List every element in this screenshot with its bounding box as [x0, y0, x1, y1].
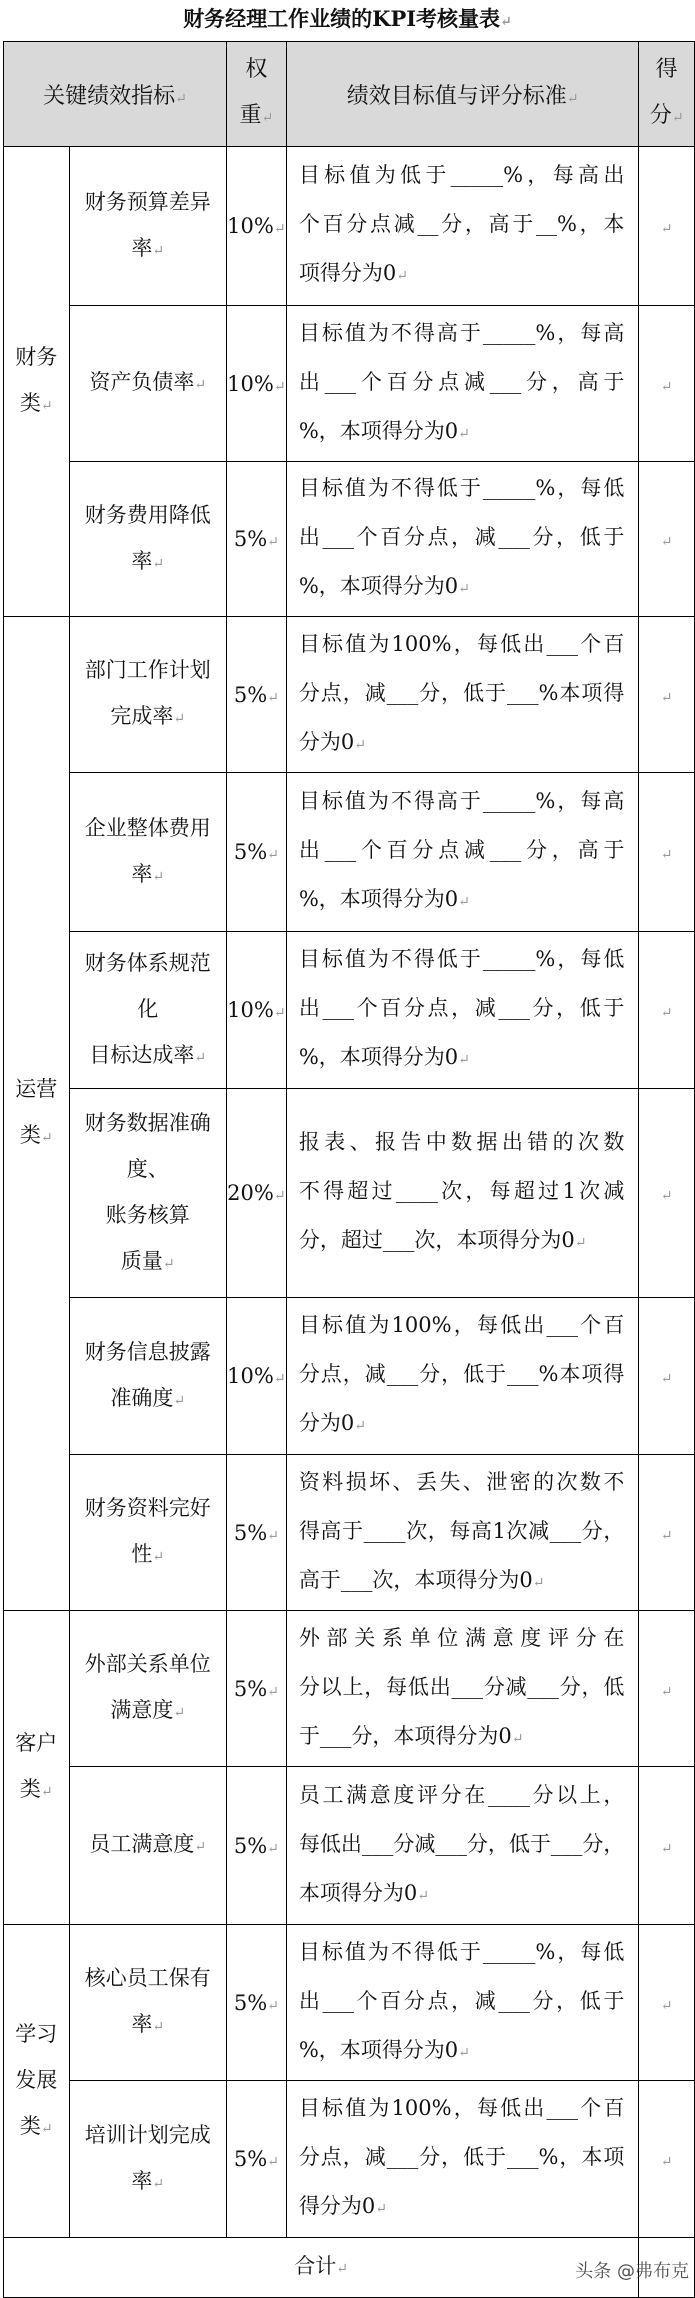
- table-row: [4, 147, 695, 306]
- criteria-line: 分，超过___次，本项得分为0 ↵: [299, 1216, 625, 1268]
- indicator-line: 财务信息披露: [84, 1339, 211, 1364]
- indicator-line: 目标达成率 ↵: [76, 1032, 220, 1081]
- criteria-line: %，本项得分为0 ↵: [299, 1033, 625, 1085]
- criteria-line: 得高于____次，每高1次减___分，: [298, 1518, 625, 1543]
- criteria-line: 分点，减___分，低于___%本项得: [298, 1362, 625, 1386]
- indicator-cell: [69, 1925, 226, 2081]
- weight-value: 5% ↵: [234, 840, 279, 864]
- category-label-line: 类 ↵: [4, 2103, 69, 2152]
- indicator-cell: [69, 1455, 226, 1611]
- criteria-line: 不得超过____次，每超过1次减: [298, 1179, 625, 1203]
- table-row: [4, 932, 695, 1089]
- category-label-line: 客户: [15, 1731, 58, 1755]
- indicator-cell: [69, 1767, 226, 1925]
- criteria-line: 分点，减___分，低于___%，本项: [298, 2145, 625, 2169]
- table-row: [4, 462, 695, 617]
- criteria-cell: [286, 617, 639, 773]
- weight-value: 5% ↵: [234, 2147, 279, 2171]
- weight-cell: [226, 1925, 286, 2081]
- table-row: [4, 1611, 695, 1767]
- score-input[interactable]: [661, 372, 673, 396]
- criteria-line: 得分为0 ↵: [299, 2182, 625, 2234]
- weight-cell: [226, 147, 286, 306]
- weight-cell: [226, 1611, 286, 1767]
- indicator-cell: [69, 1611, 226, 1767]
- weight-cell: [226, 1455, 286, 1611]
- table-row: [4, 1298, 695, 1455]
- criteria-line: 目标值为不得低于_____%，每低: [298, 947, 625, 971]
- watermark: 头条 @弗布克: [575, 2261, 689, 2282]
- criteria-line: 分点，减___分，低于___%本项得: [298, 680, 625, 705]
- total-label-cell: [4, 2238, 639, 2298]
- indicator-line: 率 ↵: [76, 851, 220, 900]
- indicator-cell: [69, 932, 226, 1089]
- indicator-line: 度、: [126, 1156, 169, 1181]
- score-input[interactable]: [661, 1834, 673, 1858]
- criteria-line: 目标值为不得高于_____%，每高: [298, 789, 625, 813]
- score-input[interactable]: [661, 1521, 673, 1545]
- header-weight-line: 重 ↵: [227, 93, 286, 141]
- criteria-line: 目标值为100%，每低出___个百: [298, 2096, 625, 2120]
- criteria-line: 出___个百分点减___分，高于: [298, 838, 625, 862]
- criteria-line: 高于___次，本项得分为0 ↵: [299, 1556, 625, 1608]
- score-cell: [639, 1455, 695, 1611]
- indicator-line: 率 ↵: [76, 2158, 220, 2207]
- criteria-line: 员工满意度评分在____分以上，: [298, 1782, 625, 1807]
- indicator-line: 质量 ↵: [76, 1238, 220, 1287]
- category-label-line: 发展: [15, 2067, 58, 2092]
- score-input[interactable]: [661, 683, 673, 707]
- weight-value: 10% ↵: [227, 1364, 285, 1388]
- criteria-line: 资料损坏、丢失、泄密的次数不: [298, 1469, 625, 1494]
- header-indicator-label: 关键绩效指标 ↵: [43, 84, 187, 109]
- criteria-cell: [286, 1455, 639, 1611]
- criteria-cell: [286, 773, 639, 932]
- score-input[interactable]: [661, 1677, 673, 1701]
- indicator-cell: [69, 773, 226, 932]
- indicator-line: 准确度 ↵: [76, 1375, 220, 1424]
- criteria-cell: [286, 1925, 639, 2081]
- table-row: [4, 617, 695, 773]
- criteria-line: 报表、报告中数据出错的次数: [298, 1130, 625, 1154]
- category-cell: [4, 617, 70, 1611]
- indicator-line: 化: [137, 996, 159, 1021]
- criteria-line: 出___个百分点，减___分，低于: [298, 525, 625, 549]
- weight-cell: [226, 1089, 286, 1298]
- indicator-line: 企业整体费用: [84, 815, 211, 840]
- indicator-cell: [69, 147, 226, 306]
- table-row: [4, 773, 695, 932]
- criteria-line: 分以上，每低出___分减___分，低: [298, 1674, 625, 1699]
- weight-value: 5% ↵: [234, 683, 279, 707]
- criteria-line: 个百分点减__分，高于__%，本: [298, 212, 625, 236]
- score-cell: [639, 2081, 695, 2238]
- table-row: [4, 1089, 695, 1298]
- indicator-line: 率 ↵: [76, 225, 220, 274]
- score-cell: [639, 306, 695, 462]
- criteria-line: 目标值为不得低于_____%，每低: [298, 1939, 625, 1964]
- weight-cell: [226, 932, 286, 1089]
- table-row: [4, 1767, 695, 1925]
- weight-value: 10% ↵: [227, 998, 285, 1022]
- indicator-line: 部门工作计划: [84, 658, 211, 682]
- table-row: [4, 1925, 695, 2081]
- indicator-line: 率 ↵: [76, 538, 220, 587]
- category-label-line: 学习: [15, 2021, 58, 2046]
- criteria-line: 出___个百分点，减___分，低于: [298, 1988, 625, 2013]
- score-input[interactable]: [661, 840, 673, 864]
- weight-cell: [226, 1767, 286, 1925]
- criteria-cell: [286, 1089, 639, 1298]
- category-label-line: 财务: [15, 345, 58, 369]
- header-weight: [226, 42, 286, 147]
- criteria-cell: [286, 932, 639, 1089]
- criteria-cell: [286, 1767, 639, 1925]
- criteria-line: %，本项得分为0 ↵: [299, 562, 625, 614]
- indicator-line: 财务资料完好: [84, 1496, 211, 1520]
- criteria-line: 项得分为0 ↵: [299, 249, 625, 301]
- criteria-cell: [286, 2081, 639, 2238]
- score-cell: [639, 1611, 695, 1767]
- weight-value: 10% ↵: [227, 372, 285, 396]
- score-cell: [639, 1767, 695, 1925]
- indicator-line: 培训计划完成: [84, 2122, 211, 2147]
- table-row: [4, 1455, 695, 1611]
- category-label-line: 类 ↵: [4, 1112, 69, 1161]
- indicator-line: 财务数据准确: [84, 1110, 211, 1135]
- header-weight-line: 权: [245, 57, 268, 82]
- criteria-line: 目标值为100%，每低出___个百: [298, 1313, 625, 1337]
- criteria-line: %，本项得分为0 ↵: [299, 407, 625, 459]
- total-label: 合计 ↵: [294, 2254, 348, 2278]
- indicator-line: 核心员工保有: [84, 1966, 211, 1990]
- score-cell: [639, 773, 695, 932]
- indicator-line: 完成率 ↵: [76, 693, 220, 742]
- indicator-line: 性 ↵: [76, 1531, 220, 1580]
- score-cell: [639, 1298, 695, 1455]
- indicator-cell: [69, 462, 226, 617]
- criteria-line: 目标值为低于_____%，每高出: [298, 163, 625, 187]
- header-score: [639, 42, 695, 147]
- header-criteria: [286, 42, 639, 147]
- header-indicator: [4, 42, 227, 147]
- score-cell: [639, 617, 695, 773]
- score-cell: [639, 1089, 695, 1298]
- score-input[interactable]: [661, 2147, 673, 2171]
- criteria-cell: [286, 462, 639, 617]
- category-cell: [4, 1611, 70, 1925]
- indicator-cell: [69, 2081, 226, 2238]
- criteria-line: 本项得分为0 ↵: [299, 1869, 625, 1921]
- category-label-line: 运营: [15, 1077, 58, 1101]
- indicator-line: 外部关系单位: [84, 1652, 211, 1676]
- indicator-cell: [69, 1298, 226, 1455]
- category-label-line: 类 ↵: [4, 380, 69, 429]
- criteria-line: %，本项得分为0 ↵: [299, 875, 625, 927]
- criteria-line: 分为0 ↵: [299, 718, 625, 770]
- table-row: [4, 306, 695, 462]
- weight-cell: [226, 306, 286, 462]
- weight-value: 5% ↵: [234, 1991, 279, 2015]
- criteria-cell: [286, 1298, 639, 1455]
- criteria-cell: [286, 306, 639, 462]
- weight-cell: [226, 1298, 286, 1455]
- weight-cell: [226, 2081, 286, 2238]
- category-cell: [4, 1925, 70, 2238]
- weight-value: 5% ↵: [234, 1521, 279, 1545]
- criteria-line: %，本项得分为0 ↵: [299, 2026, 625, 2078]
- criteria-cell: [286, 1611, 639, 1767]
- score-input[interactable]: [661, 214, 673, 238]
- indicator-line: 财务预算差异: [84, 189, 211, 214]
- indicator-cell: [69, 306, 226, 462]
- category-cell: [4, 147, 70, 617]
- criteria-line: 出___个百分点减___分，高于: [298, 369, 625, 394]
- score-cell: [639, 462, 695, 617]
- criteria-line: 目标值为不得高于_____%，每高: [298, 320, 625, 345]
- weight-value: 5% ↵: [234, 1834, 279, 1858]
- table-row: [4, 2081, 695, 2238]
- indicator-line: 资产负债率 ↵: [76, 359, 220, 408]
- score-input[interactable]: [661, 998, 673, 1022]
- header-score-line: 得: [655, 57, 678, 82]
- score-input[interactable]: [661, 1991, 673, 2015]
- weight-value: 20% ↵: [227, 1181, 285, 1205]
- criteria-line: 目标值为不得低于_____%，每低: [298, 476, 625, 500]
- indicator-line: 账务核算: [105, 1202, 190, 1227]
- weight-value: 10% ↵: [227, 214, 285, 238]
- score-input[interactable]: [661, 1181, 673, 1205]
- score-input[interactable]: [661, 1364, 673, 1388]
- indicator-line: 财务体系规范: [84, 950, 211, 975]
- criteria-line: 于___分，本项得分为0 ↵: [299, 1712, 625, 1764]
- criteria-line: 分为0 ↵: [299, 1399, 625, 1451]
- indicator-cell: [69, 1089, 226, 1298]
- indicator-line: 满意度 ↵: [76, 1687, 220, 1736]
- kpi-table: [3, 41, 695, 2298]
- indicator-line: 财务费用降低: [84, 502, 211, 527]
- criteria-line: 目标值为100%，每低出___个百: [298, 631, 625, 656]
- indicator-line: 员工满意度 ↵: [76, 1821, 220, 1870]
- weight-value: 5% ↵: [234, 527, 279, 551]
- criteria-cell: [286, 147, 639, 306]
- score-cell: [639, 147, 695, 306]
- criteria-line: 外部关系单位满意度评分在: [298, 1625, 625, 1650]
- header-criteria-label: 绩效目标值与评分标准 ↵: [347, 84, 579, 109]
- score-input[interactable]: [661, 527, 673, 551]
- document-title: 财务经理工作业绩的KPI考核量表 ↵: [0, 4, 695, 37]
- category-label-line: 类 ↵: [4, 1766, 69, 1815]
- table-header-row: [4, 42, 695, 147]
- weight-value: 5% ↵: [234, 1677, 279, 1701]
- weight-cell: [226, 617, 286, 773]
- weight-cell: [226, 462, 286, 617]
- weight-cell: [226, 773, 286, 932]
- indicator-cell: [69, 617, 226, 773]
- criteria-line: 出___个百分点，减___分，低于: [298, 996, 625, 1020]
- indicator-line: 率 ↵: [76, 2001, 220, 2050]
- header-score-line: 分 ↵: [639, 93, 694, 141]
- score-cell: [639, 1925, 695, 2081]
- score-cell: [639, 932, 695, 1089]
- criteria-line: 每低出___分减___分，低于___分，: [298, 1831, 625, 1856]
